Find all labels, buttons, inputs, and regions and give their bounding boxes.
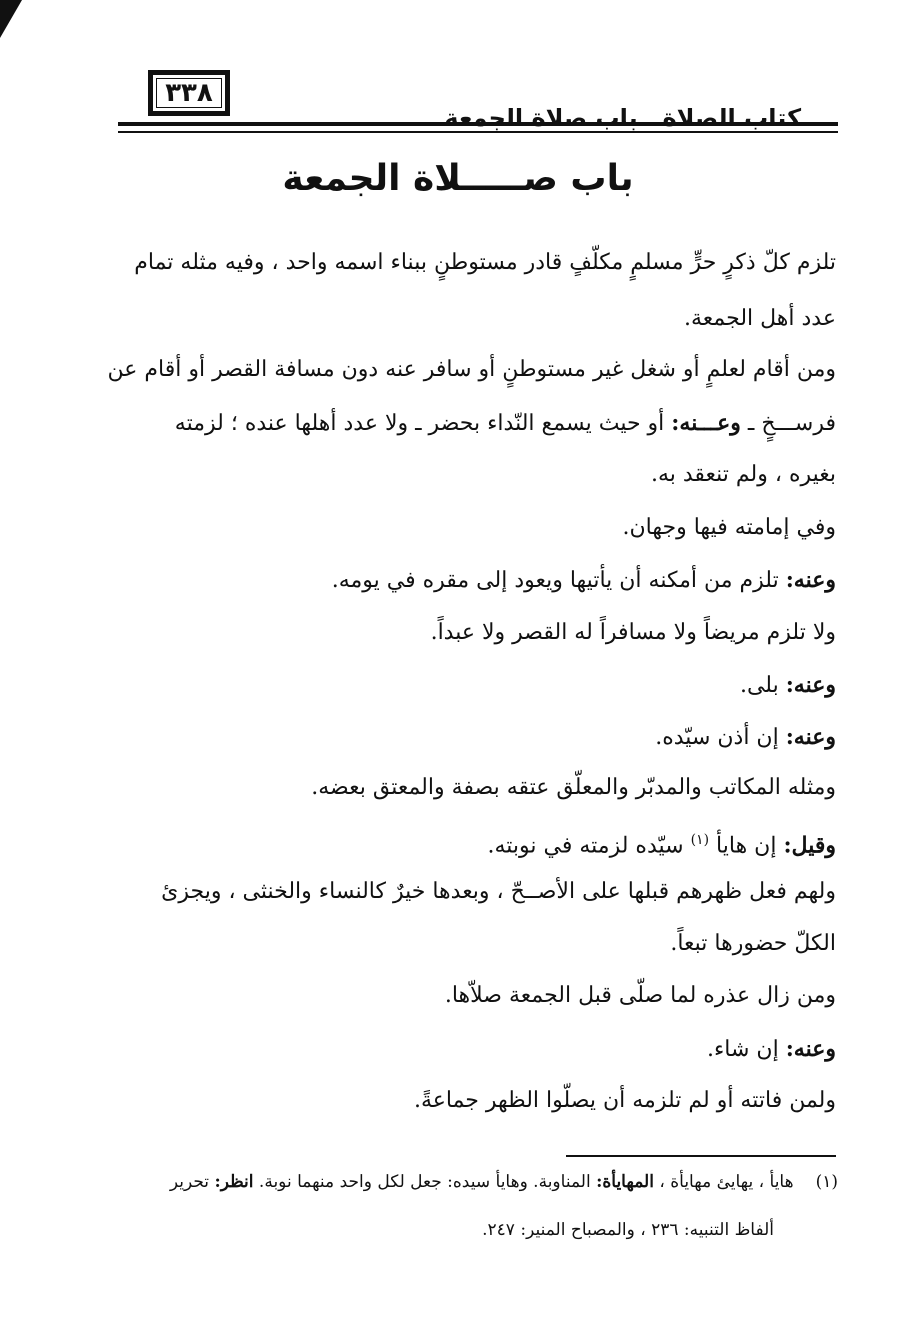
footnote-line	[170, 1170, 838, 1194]
page-number-box	[148, 70, 230, 116]
text-line: ومثله المكاتب والمدبّر والمعلّق عتقه بصفة والمعتق بعضه.	[311, 775, 836, 800]
chapter-title: باب صـــــلاة الجمعة	[282, 158, 634, 199]
bold-label: انظر:	[214, 1172, 254, 1192]
text-line: الكلّ حضورها تبعاً.	[670, 931, 836, 956]
page-number: ٣٣٨	[165, 78, 213, 108]
text-run: سيّده لزمته في نوبته.	[487, 833, 691, 859]
text-run: بلى.	[739, 673, 786, 698]
text-line	[332, 565, 836, 596]
text-run: هايأ ، يهايئ مهايأة ،	[653, 1172, 794, 1192]
footnote-reference: (١)	[690, 832, 710, 848]
text-line: ومن أقام لعلمٍ أو شغل غير مستوطنٍ أو سافر عنه دون مسافة القصر أو أقام عن	[107, 357, 836, 382]
footnote-separator	[566, 1155, 836, 1157]
text-run: إن أذن سيّده.	[655, 725, 786, 750]
running-header: ـــ كتاب الصلاة ـ باب صلاة الجمعة ـــــــــــــ	[329, 104, 834, 132]
text-run: أو حيث يسمع النّداء بحضر ـ ولا عدد أهلها عنده ؛ لزمته	[174, 411, 672, 436]
text-line	[655, 722, 836, 753]
scan-corner-mark	[0, 0, 22, 38]
bold-label: وعـــنه:	[671, 410, 741, 436]
bold-label: وعنه:	[785, 1036, 836, 1062]
text-line: ولهم فعل ظهرهم قبلها على الأصــحّ ، وبعدها خيرٌ كالنساء والخنثى ، ويجزئ	[161, 879, 836, 904]
text-line: وفي إمامته فيها وجهان.	[622, 515, 836, 540]
bold-label: وعنه:	[785, 724, 836, 750]
bold-label: وعنه:	[785, 672, 836, 698]
footnote-line: ألفاظ التنبيه: ٢٣٦ ، والمصباح المنير: ٢٤٧.	[482, 1220, 774, 1240]
bold-label: المهايأة:	[596, 1172, 654, 1192]
bold-label: وقيل:	[783, 832, 836, 859]
text-line: ولا تلزم مريضاً ولا مسافراً له القصر ولا عبداً.	[430, 620, 836, 645]
text-run: إن شاء.	[706, 1037, 786, 1062]
text-line	[175, 408, 836, 439]
text-line	[707, 1034, 836, 1065]
text-run: تلزم من أمكنه أن يأتيها ويعود إلى مقره في يومه.	[331, 568, 786, 593]
text-run: تحرير	[169, 1172, 215, 1192]
text-line	[488, 825, 837, 861]
text-run: إن هايأ	[709, 833, 784, 859]
bold-label: وعنه:	[785, 567, 836, 593]
footnote-marker: (١)	[815, 1172, 838, 1192]
text-run: فرســـخٍ ـ	[740, 411, 836, 436]
text-line: تلزم كلّ ذكرٍ حرٍّ مسلمٍ مكلّفٍ قادر مستوطنٍ ببناء اسمه واحد ، وفيه مثله تمام	[134, 250, 836, 275]
text-line: ولمن فاتته أو لم تلزمه أن يصلّوا الظهر جماعةً.	[413, 1088, 836, 1113]
header-rule-thin	[118, 131, 838, 133]
text-line: بغيره ، ولم تنعقد به.	[650, 462, 836, 487]
header-rule-thick	[118, 122, 838, 126]
text-run: المناوبة. وهايأ سيده: جعل لكل واحد منهما نوبة.	[253, 1172, 597, 1192]
text-line	[740, 670, 836, 701]
text-line: ومن زال عذره لما صلّى قبل الجمعة صلاّها.	[444, 983, 836, 1008]
text-line: عدد أهل الجمعة.	[684, 306, 836, 331]
